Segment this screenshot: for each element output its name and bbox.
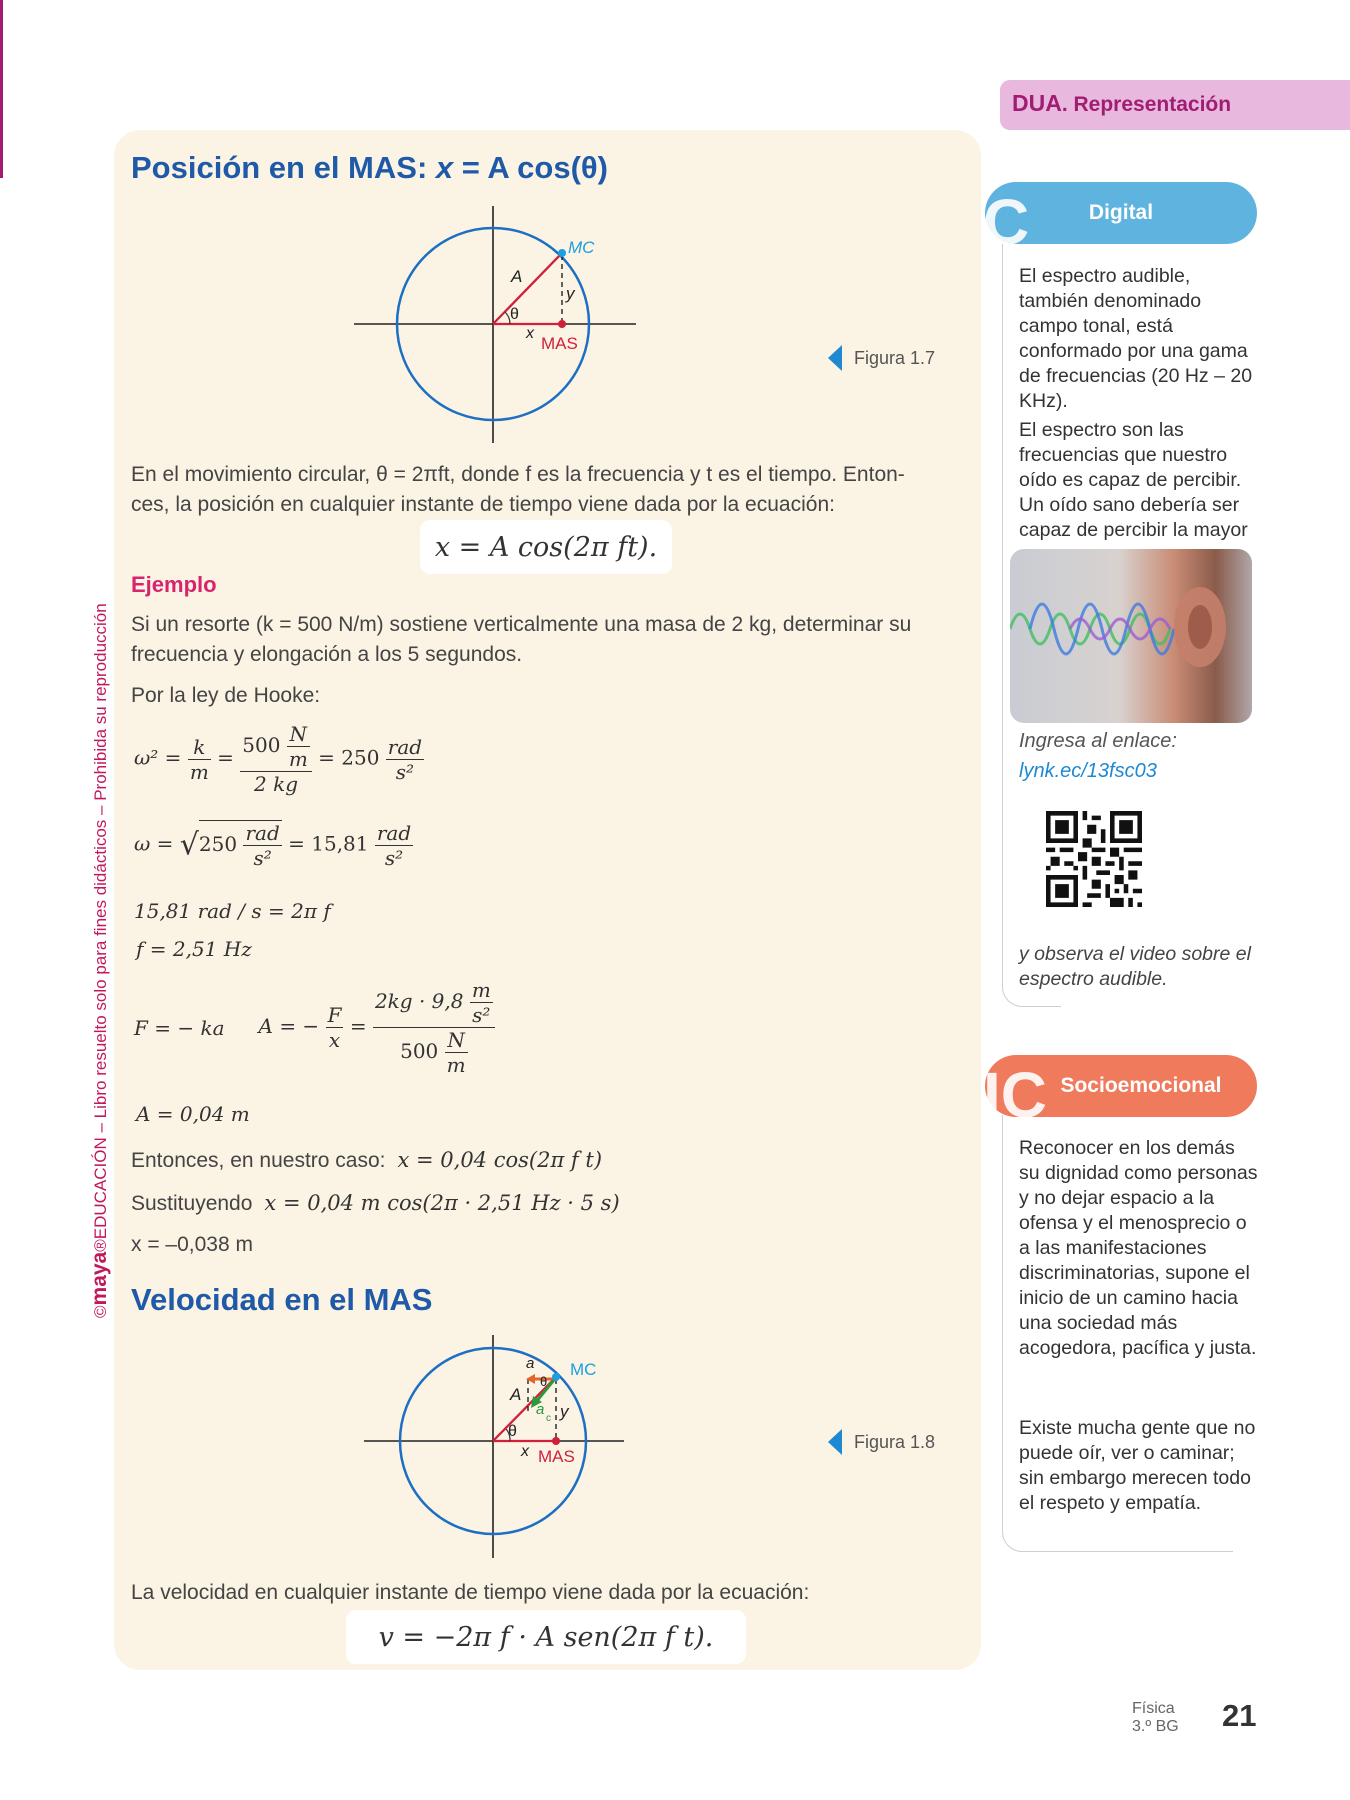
eq1-lhs: ω² = bbox=[134, 745, 182, 770]
hooke-label: Por la ley de Hooke: bbox=[131, 684, 321, 707]
copyright-strip bbox=[88, 478, 112, 1318]
dua-header bbox=[1000, 80, 1350, 130]
paragraph-line-1: En el movimiento circular, θ = 2πft, donde f es la frecuencia y t es el tiempo. Enton- bbox=[131, 463, 905, 486]
figure-1-8-diagram bbox=[360, 1332, 630, 1562]
eq1-frac-rad bbox=[386, 735, 424, 784]
caption-arrow-icon bbox=[828, 1429, 842, 1455]
digital-text-2: El espectro son las frecuencias que nuestro oído es capaz de percibir. Un oído sano debería ser capaz de percibir la mayor bbox=[1019, 419, 1248, 541]
label-ac-sub: c bbox=[546, 1413, 551, 1424]
eq5-x: x bbox=[328, 1028, 341, 1052]
equation-position-box bbox=[420, 520, 672, 574]
link-label: Ingresa al enlace: bbox=[1019, 730, 1177, 752]
entonces-equation: x = 0,04 cos(2π f t) bbox=[397, 1148, 603, 1172]
entonces-line bbox=[131, 1145, 971, 1176]
figure-1-8-caption bbox=[828, 1429, 935, 1455]
digital-text-1: El espectro audible, también denominado campo tonal, está conformado por una gama de frecuencias (20 Hz – 20 KHz). bbox=[1019, 265, 1253, 412]
eq1-frac-k-m bbox=[188, 735, 211, 784]
entonces-label: Entonces, en nuestro caso: bbox=[131, 1149, 386, 1172]
eq1-unit-frac bbox=[287, 722, 310, 771]
label-mc: MC bbox=[568, 238, 595, 257]
example-line-2: frecuencia y elongación a los 5 segundos. bbox=[131, 643, 523, 666]
caption-arrow-icon bbox=[828, 345, 842, 371]
dua-label bbox=[1012, 90, 1231, 117]
footer-subject bbox=[1132, 1700, 1179, 1736]
label-accel: a bbox=[526, 1355, 535, 1372]
sustituyendo-equation: x = 0,04 m cos(2π · 2,51 Hz · 5 s) bbox=[264, 1191, 620, 1215]
caption-text: Figura 1.8 bbox=[854, 1431, 936, 1452]
digital-c-icon: C bbox=[983, 186, 1030, 258]
eq5-amplitude bbox=[259, 978, 495, 1077]
eq1-denominator: 2 kg bbox=[254, 772, 299, 796]
eq2-250: 250 bbox=[198, 832, 238, 856]
paragraph-line-2: ces, la posición en cualquier instante de tiempo viene dada por la ecuación: bbox=[131, 493, 835, 516]
eq1-500: 500 bbox=[242, 733, 281, 757]
eq5-unit-num bbox=[470, 978, 493, 1027]
digital-title: Digital bbox=[1088, 201, 1154, 224]
digital-after-text: y observa el video sobre el espectro audible. bbox=[1019, 943, 1251, 990]
label-ac: a bbox=[536, 1401, 545, 1418]
sqrt-content bbox=[199, 820, 282, 870]
caption-text: Figura 1.7 bbox=[854, 347, 936, 368]
sqrt-sign: √ bbox=[179, 827, 199, 863]
section-title-velocity: Velocidad en el MAS bbox=[131, 1282, 433, 1317]
label-mas: MAS bbox=[538, 1447, 575, 1466]
title-text: Posición en el MAS: bbox=[131, 150, 436, 185]
title-variable: x bbox=[435, 150, 454, 185]
mc-point bbox=[552, 1373, 560, 1381]
eq2-rad2: rad bbox=[376, 820, 412, 845]
example-statement bbox=[131, 610, 971, 670]
eq2-frac-rad bbox=[243, 821, 281, 870]
page-edge-marker bbox=[0, 0, 3, 178]
title-formula: = A cos(θ) bbox=[453, 150, 608, 185]
eq5-s2: s² bbox=[472, 1003, 491, 1027]
brand-logo-text: maya bbox=[88, 1251, 111, 1306]
eq5-denominator bbox=[373, 1028, 495, 1077]
eq5-F: F bbox=[327, 1003, 342, 1027]
label-theta-2: θ bbox=[540, 1374, 548, 1389]
eq5-500: 500 bbox=[400, 1039, 439, 1063]
eq5-m: m bbox=[471, 978, 491, 1002]
eq1-N: N bbox=[287, 722, 310, 747]
figure-1-7-caption bbox=[828, 345, 935, 371]
label-mc: MC bbox=[570, 1360, 597, 1379]
sustituyendo-label: Sustituyendo bbox=[131, 1192, 253, 1215]
example-title: Ejemplo bbox=[131, 572, 217, 597]
figure-1-7-diagram bbox=[350, 203, 640, 453]
soundwave-graphic bbox=[1010, 549, 1252, 723]
eq1-m-unit: m bbox=[288, 747, 308, 771]
eq5-equals: = bbox=[349, 1014, 367, 1038]
equation-amplitude-result: A = 0,04 m bbox=[136, 1102, 250, 1126]
eq5-m2: m bbox=[446, 1053, 466, 1077]
example-line-1: Si un resorte (k = 500 N/m) sostiene verticalmente una masa de 2 kg, determinar su bbox=[131, 613, 912, 636]
equation-velocity: v = −2π f · A sen(2π f t). bbox=[378, 1621, 714, 1653]
paragraph-circular-motion bbox=[131, 460, 971, 520]
eq2-rad: rad bbox=[245, 821, 280, 845]
eq1-frac-values bbox=[240, 722, 312, 796]
label-y: y bbox=[560, 1402, 569, 1421]
copyright-text: ®EDUCACIÓN – Libro resuelto solo para fines didácticos – Prohibida su reproducción bbox=[91, 603, 110, 1252]
eq5-frac-values bbox=[373, 978, 495, 1077]
label-y: y bbox=[566, 284, 575, 303]
equation-amplitude bbox=[134, 978, 495, 1077]
label-theta: θ bbox=[510, 306, 519, 323]
digital-link[interactable]: lynk.ec/13fsc03 bbox=[1019, 760, 1157, 782]
eq5-hooke-law: F = − ka bbox=[134, 1015, 225, 1040]
mc-point bbox=[558, 249, 566, 257]
dua-bold: DUA bbox=[1012, 90, 1062, 116]
label-a: A bbox=[511, 267, 523, 286]
socio-text-1: Reconocer en los demás su dignidad como personas y no dejar espacio a la ofensa y el menosprecio o a las manifestaciones discriminatorias, supone el inicio de un camino hacia una sociedad más acogedora, pacífica y justa. bbox=[1019, 1137, 1258, 1359]
eq2-lhs: ω = bbox=[134, 831, 174, 856]
sustituyendo-line bbox=[131, 1188, 971, 1219]
mas-point bbox=[552, 1437, 560, 1445]
result-line: x = –0,038 m bbox=[131, 1233, 253, 1256]
socio-title: Socioemocional bbox=[1060, 1074, 1222, 1097]
eq2-frac-rad2 bbox=[375, 821, 413, 870]
label-theta: θ bbox=[508, 1423, 517, 1440]
label-mas: MAS bbox=[541, 334, 578, 353]
eq1-k: k bbox=[188, 735, 211, 760]
label-x: x bbox=[521, 1443, 529, 1460]
eq5-frac-f-x bbox=[326, 1003, 344, 1052]
eq2-result: = 15,81 bbox=[288, 831, 369, 856]
eq2-s2b: s² bbox=[384, 845, 404, 870]
label-a: A bbox=[510, 1385, 522, 1404]
qr-code-icon[interactable] bbox=[1046, 811, 1142, 907]
socio-ic-icon: IC bbox=[983, 1059, 1047, 1131]
eq5-num: 2kg · 9,8 bbox=[374, 989, 464, 1013]
eq2-s2: s² bbox=[253, 846, 272, 870]
eq1-m: m bbox=[189, 759, 209, 784]
equation-velocity-box bbox=[346, 1610, 746, 1664]
eq5-unit-den bbox=[445, 1028, 468, 1077]
eq1-numerator bbox=[240, 722, 312, 772]
label-x: x bbox=[526, 325, 534, 342]
copyright-symbol: © bbox=[91, 1305, 110, 1318]
eq1-s2: s² bbox=[395, 759, 415, 784]
ear-soundwave-image bbox=[1010, 549, 1252, 723]
eq5-a-lhs: A = − bbox=[258, 1014, 320, 1038]
footer-grade: 3.º BG bbox=[1132, 1718, 1179, 1735]
eq1-result: = 250 bbox=[318, 745, 380, 770]
equation-omega bbox=[134, 820, 413, 870]
dua-rest: . Representación bbox=[1061, 93, 1232, 116]
radius-line bbox=[493, 253, 562, 324]
paragraph-velocity: La velocidad en cualquier instante de tiempo viene dada por la ecuación: bbox=[131, 1581, 810, 1604]
eq5-numerator bbox=[373, 978, 495, 1028]
eq5-N: N bbox=[445, 1028, 468, 1053]
equation-position: x = A cos(2π ft). bbox=[434, 531, 658, 563]
footer-subject-name: Física bbox=[1132, 1700, 1175, 1717]
equation-frequency-relation: 15,81 rad / s = 2π f bbox=[134, 899, 331, 923]
mas-point bbox=[558, 320, 566, 328]
page-number: 21 bbox=[1222, 1698, 1257, 1733]
equation-omega-squared: ω² = $\frac{k}{m}$ = 500 $\frac{N}{m}$ 2 kg = 250 $\frac{\text{rad}}{\text{s²}}$ bbox=[134, 722, 423, 796]
socio-text-2: Existe mucha gente que no puede oír, ver o caminar; sin embargo merecen todo el respeto y empatía. bbox=[1019, 1417, 1256, 1514]
eq1-rad: rad bbox=[387, 734, 423, 759]
equation-frequency-result: f = 2,51 Hz bbox=[136, 937, 252, 961]
section-title-position bbox=[131, 150, 608, 186]
